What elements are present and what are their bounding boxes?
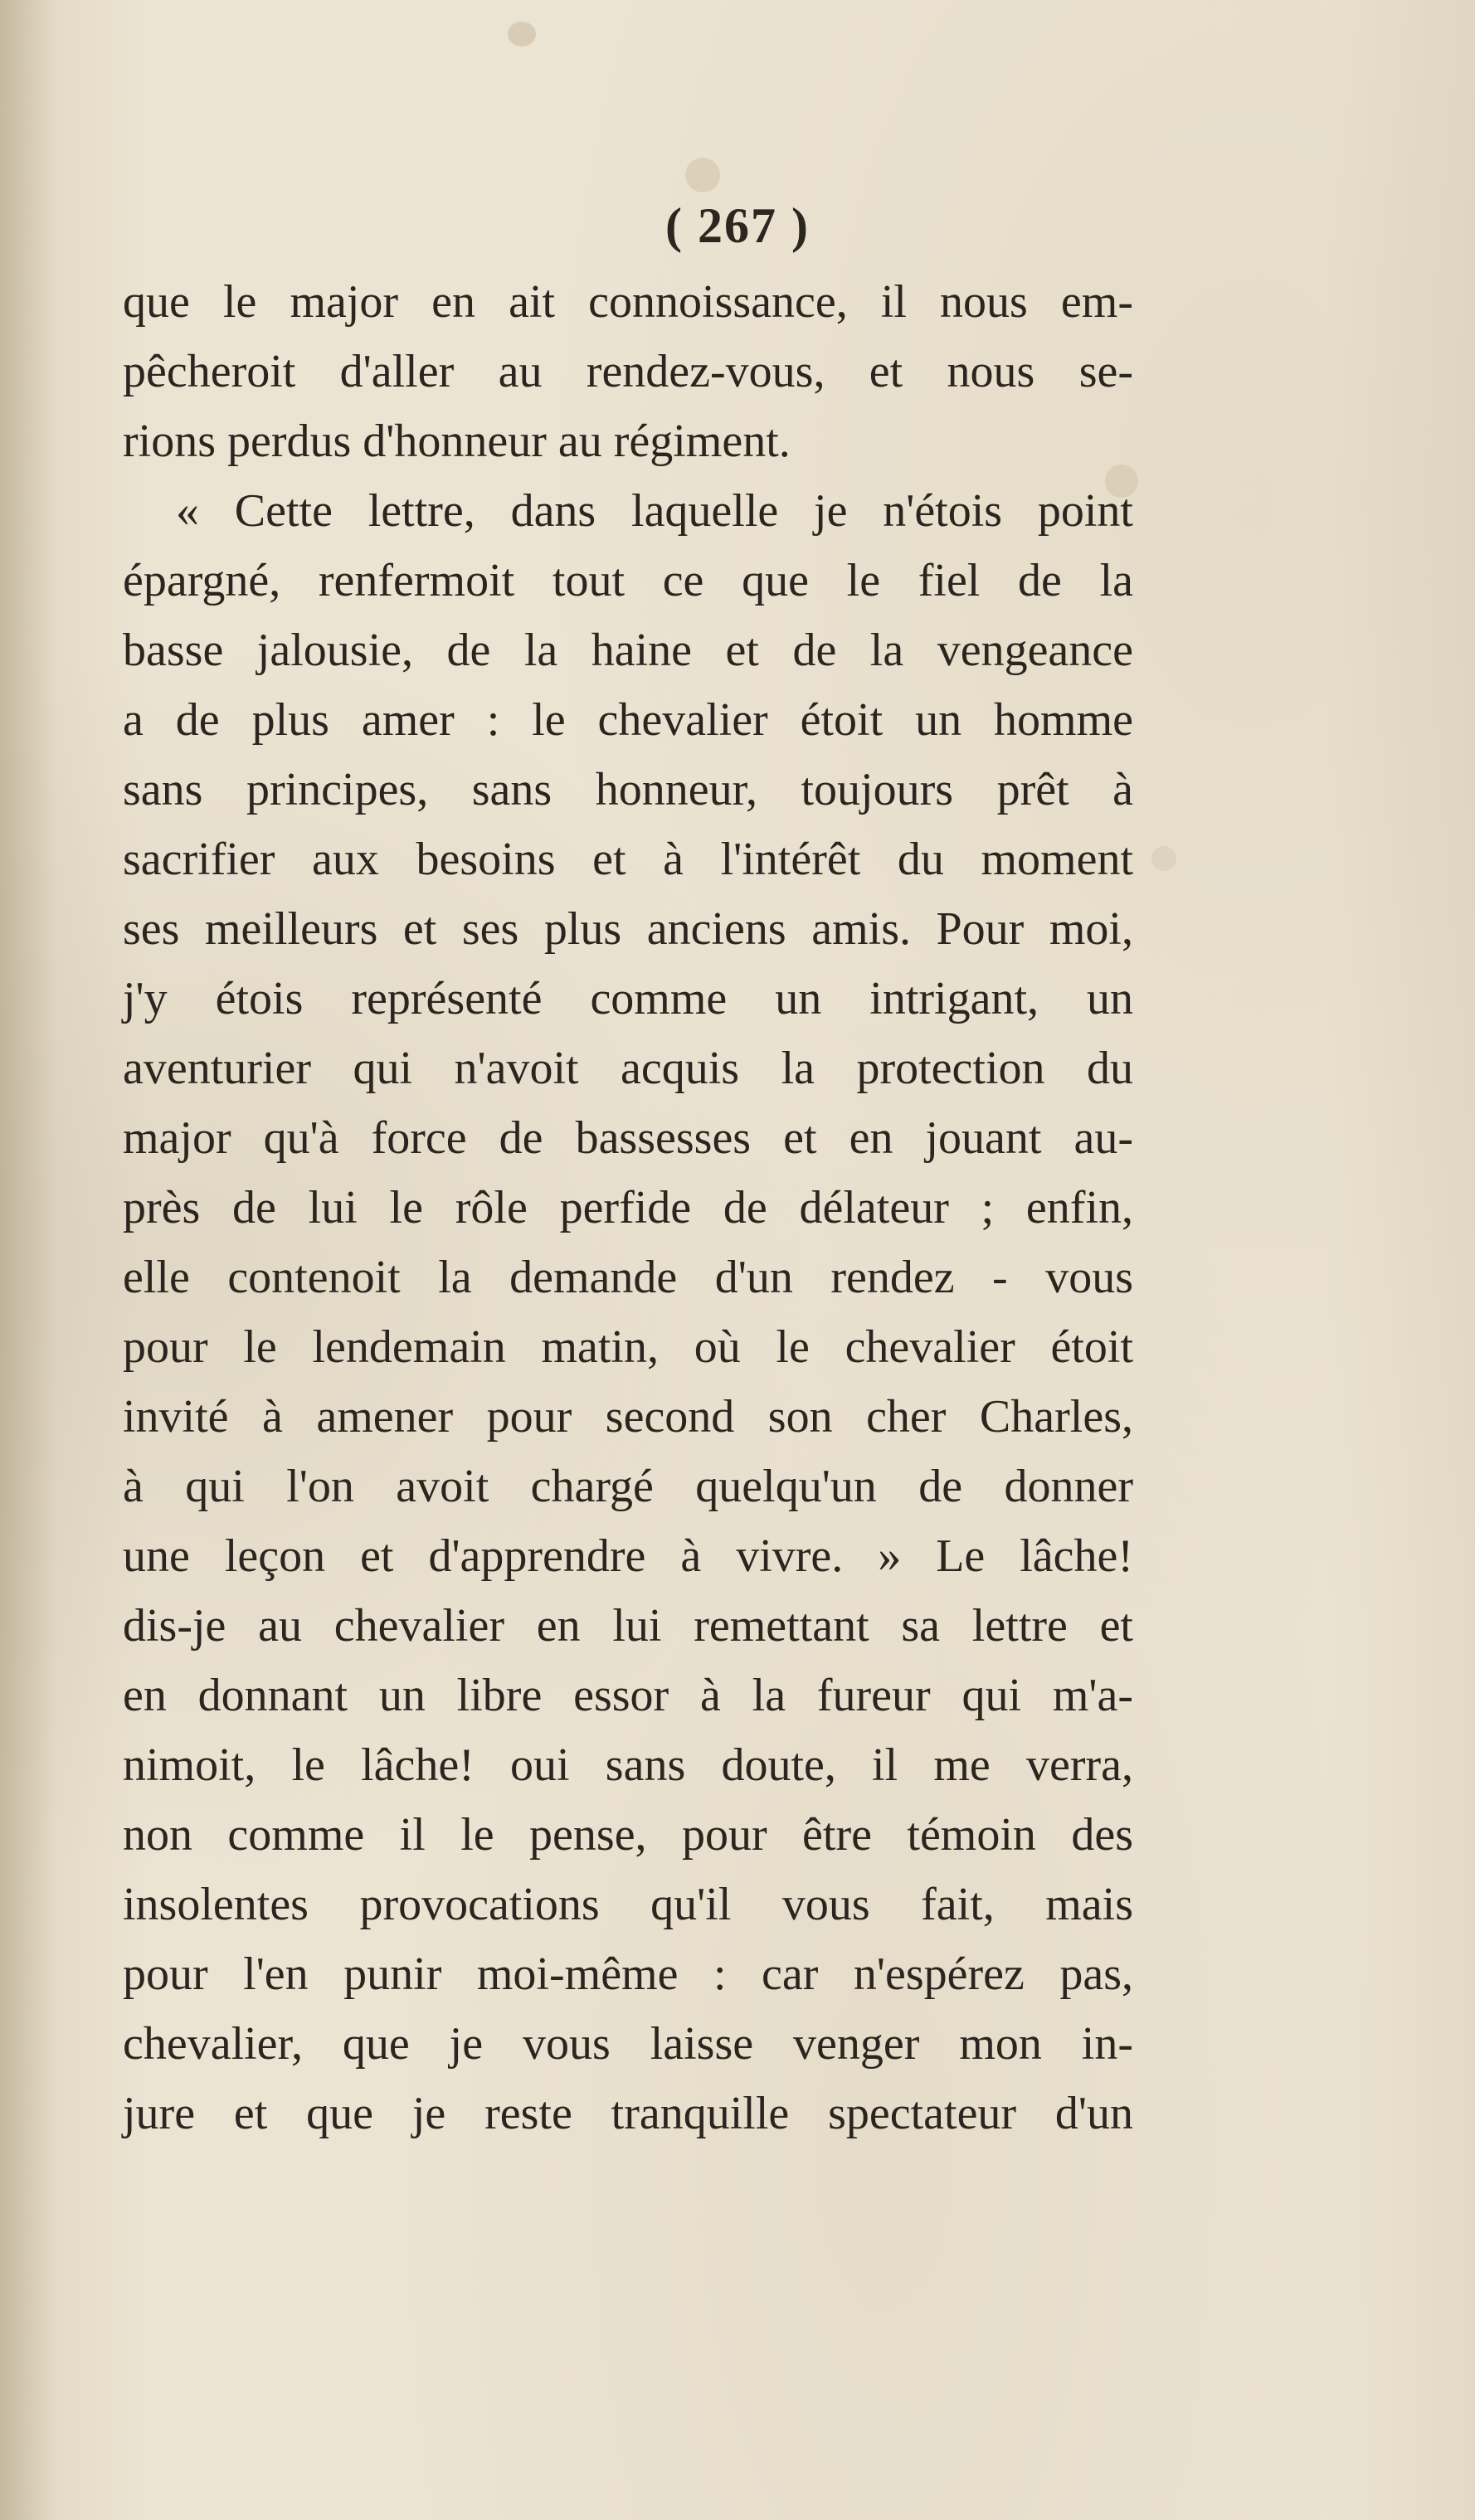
- text-line: jure et que je reste tranquille spectateur d'un: [123, 2088, 1133, 2139]
- text-line: que le major en ait connoissance, il nous em-: [123, 276, 1133, 328]
- text-line: non comme il le pense, pour être témoin des: [123, 1809, 1133, 1861]
- text-line: en donnant un libre essor à la fureur qui m'a-: [123, 1670, 1133, 1721]
- text-line: rions perdus d'honneur au régiment.: [123, 416, 791, 467]
- text-line: nimoit, le lâche! oui sans doute, il me verra,: [123, 1739, 1133, 1791]
- text-line: dis-je au chevalier en lui remettant sa lettre et: [123, 1600, 1133, 1652]
- text-line: ses meilleurs et ses plus anciens amis. Pour moi,: [123, 903, 1133, 955]
- text-line: à qui l'on avoit chargé quelqu'un de donner: [123, 1461, 1133, 1512]
- text-line: « Cette lettre, dans laquelle je n'étois point: [176, 485, 1133, 537]
- text-line: près de lui le rôle perfide de délateur ; enfin,: [123, 1182, 1133, 1233]
- text-line: sacrifier aux besoins et à l'intérêt du moment: [123, 834, 1133, 885]
- gutter-shadow: [0, 0, 58, 2520]
- text-line: sans principes, sans honneur, toujours prêt à: [123, 764, 1133, 815]
- body-text: [123, 267, 1133, 2148]
- text-line: major qu'à force de bassesses et en jouant au-: [123, 1112, 1133, 1164]
- text-line: pour l'en punir moi-même : car n'espérez pas,: [123, 1948, 1133, 2000]
- text-line: épargné, renfermoit tout ce que le fiel de la: [123, 555, 1133, 606]
- text-line: elle contenoit la demande d'un rendez - vous: [123, 1252, 1133, 1303]
- text-line: invité à amener pour second son cher Charles,: [123, 1391, 1133, 1442]
- text-line: basse jalousie, de la haine et de la vengeance: [123, 625, 1133, 676]
- text-line: pour le lendemain matin, où le chevalier étoit: [123, 1321, 1133, 1373]
- ink-spot: [508, 22, 536, 46]
- foxing-spot: [1151, 846, 1176, 871]
- foxing-spot: [685, 158, 720, 192]
- text-line: chevalier, que je vous laisse venger mon in-: [123, 2018, 1133, 2070]
- page-number: ( 267 ): [665, 198, 810, 253]
- text-line: a de plus amer : le chevalier étoit un homme: [123, 694, 1133, 746]
- text-line: pêcheroit d'aller au rendez-vous, et nous se-: [123, 346, 1133, 397]
- text-line: j'y étois représenté comme un intrigant, un: [123, 973, 1133, 1024]
- text-line: une leçon et d'apprendre à vivre. » Le lâche!: [123, 1530, 1133, 1582]
- text-line: insolentes provocations qu'il vous fait, mais: [123, 1879, 1133, 1930]
- text-line: aventurier qui n'avoit acquis la protection du: [123, 1043, 1133, 1094]
